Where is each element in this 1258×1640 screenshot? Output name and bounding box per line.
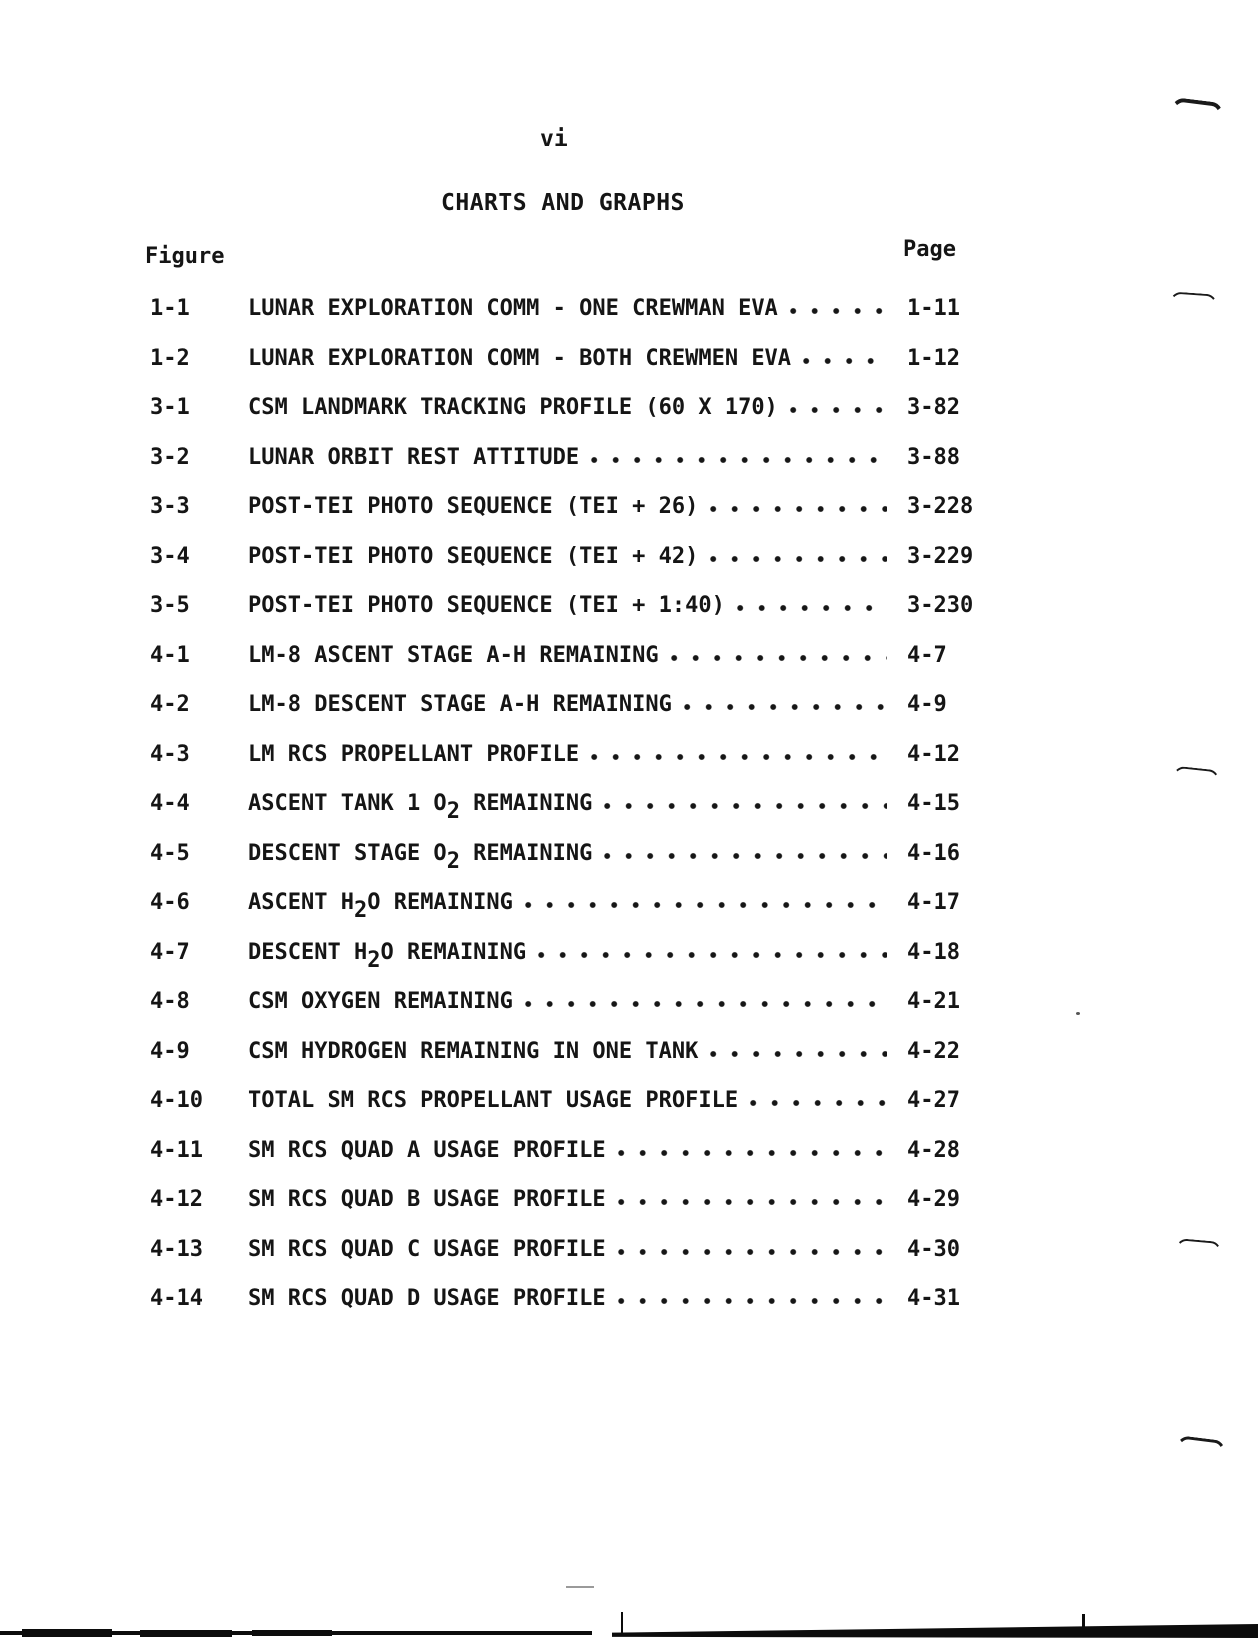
figure-title: CSM LANDMARK TRACKING PROFILE (60 X 170) [248,395,778,420]
page-number: 4-9 [907,692,947,717]
bottom-edge-scan-band [22,1629,112,1637]
toc-row [150,742,975,792]
dot-leader [710,544,887,570]
page-number: 1-12 [907,345,960,371]
figure-number: 4-4 [150,791,190,816]
toc-row [150,841,975,891]
toc-row [150,791,975,841]
dot-leader [604,841,887,867]
dot-leader [525,989,887,1015]
figure-number: 4-2 [150,692,190,717]
figure-title: CSM HYDROGEN REMAINING IN ONE TANK [248,1038,699,1064]
toc-row [150,692,975,742]
figure-number: 3-3 [150,494,190,519]
toc-row [150,494,975,544]
toc-row [150,643,975,693]
figure-title: LM RCS PROPELLANT PROFILE [248,741,580,767]
page-number: 4-17 [907,890,960,915]
figure-number: 4-13 [150,1236,203,1262]
dot-leader [803,346,887,372]
figure-number: 4-12 [150,1187,203,1212]
toc-row [150,1187,975,1237]
toc-row [150,346,975,396]
figure-title: LUNAR EXPLORATION COMM - BOTH CREWMEN EVA [248,345,792,371]
figure-number: 4-9 [150,1038,190,1064]
figure-number: 3-4 [150,543,190,569]
subscript: 2 [353,898,368,924]
figure-number: 1-1 [150,296,190,321]
page-number: 4-29 [907,1187,960,1212]
figure-number: 4-14 [150,1286,203,1311]
page-number: 4-31 [907,1286,960,1311]
dot-leader [671,643,887,669]
figure-list [150,296,975,1336]
page-number: 3-230 [907,593,974,618]
dot-leader [525,890,887,916]
toc-row [150,1039,975,1089]
figure-title: TOTAL SM RCS PROPELLANT USAGE PROFILE [248,1088,739,1113]
page-number: 4-21 [907,989,960,1014]
toc-row [150,593,975,643]
page-number: 3-88 [907,444,960,470]
dot-leader [737,593,887,619]
subscript: 2 [446,848,460,874]
dot-leader [750,1088,887,1114]
dot-leader [591,742,887,768]
bottom-edge-scan-band [140,1630,232,1637]
page-title: CHARTS AND GRAPHS [441,190,685,216]
dot-leader [618,1138,887,1164]
toc-row [150,989,975,1039]
toc-row [150,296,975,346]
figure-title: CSM OXYGEN REMAINING [248,989,513,1014]
figure-number: 3-5 [150,593,190,618]
page-curl-mark [1166,97,1226,142]
page-number: 4-27 [907,1088,960,1113]
dot-leader [790,296,887,322]
page-curl-mark [1167,291,1219,324]
figure-number: 3-1 [150,395,190,420]
page-number: 4-30 [907,1236,960,1262]
figure-title: DESCENT H2O REMAINING [248,939,527,973]
figure-number: 4-6 [150,890,190,915]
page-number: 4-22 [907,1038,960,1064]
toc-row [150,395,975,445]
dot-leader [710,494,887,520]
figure-title: POST-TEI PHOTO SEQUENCE (TEI + 26) [248,494,699,519]
page-column-header: Page [903,237,956,262]
figure-number: 4-3 [150,741,190,767]
figure-title: DESCENT STAGE O2 REMAINING [248,840,593,874]
figure-number: 4-7 [150,939,190,965]
toc-row [150,1237,975,1287]
figure-title: POST-TEI PHOTO SEQUENCE (TEI + 1:40) [248,593,725,618]
dot-leader [790,395,887,421]
dot-leader [591,445,887,471]
figure-title: SM RCS QUAD D USAGE PROFILE [248,1286,606,1311]
figure-number: 4-1 [150,642,190,668]
page-curl-mark [1172,1435,1228,1475]
figure-title: ASCENT TANK 1 O2 REMAINING [248,791,593,825]
figure-number: 3-2 [150,444,190,470]
toc-row [150,1138,975,1188]
toc-row [150,544,975,594]
figure-title: POST-TEI PHOTO SEQUENCE (TEI + 42) [248,543,699,569]
page-curl-mark [1173,1238,1223,1272]
figure-title: SM RCS QUAD A USAGE PROFILE [248,1137,606,1163]
page-number: 3-229 [907,543,974,569]
toc-row [150,940,975,990]
scan-tick-mark [1082,1614,1085,1634]
bottom-edge-scan-band [252,1630,332,1636]
dot-leader [604,791,887,817]
page-number: 4-15 [907,791,960,816]
page-number: 4-7 [907,642,947,668]
figure-title: LM-8 DESCENT STAGE A-H REMAINING [248,692,672,717]
figure-number: 1-2 [150,345,190,371]
scan-speck [566,1586,594,1588]
dot-leader [618,1237,887,1263]
figure-title: SM RCS QUAD C USAGE PROFILE [248,1236,606,1262]
dot-leader [538,940,887,966]
toc-row [150,890,975,940]
page-number: 4-12 [907,741,960,767]
page-number: 4-16 [907,840,960,866]
subscript: 2 [367,947,381,973]
toc-row [150,445,975,495]
figure-title: LM-8 ASCENT STAGE A-H REMAINING [248,642,659,668]
scan-speck [1076,1012,1080,1015]
dot-leader [710,1039,887,1065]
figure-column-header: Figure [145,244,225,269]
figure-title: LUNAR EXPLORATION COMM - ONE CREWMAN EVA [248,296,778,321]
figure-title: ASCENT H2O REMAINING [248,890,513,924]
dot-leader [618,1286,887,1312]
bottom-edge-scan-band [612,1624,1258,1638]
figure-number: 4-5 [150,840,190,866]
page-number: 4-18 [907,939,960,965]
page-number: 1-11 [907,296,960,321]
page-number: 4-28 [907,1137,960,1163]
toc-row [150,1286,975,1336]
figure-number: 4-8 [150,989,190,1014]
page-folio: vi [540,126,568,152]
figure-number: 4-10 [150,1088,203,1113]
dot-leader [684,692,887,718]
page-number: 3-228 [907,494,974,519]
figure-title: SM RCS QUAD B USAGE PROFILE [248,1187,606,1212]
toc-row [150,1088,975,1138]
subscript: 2 [446,799,460,825]
dot-leader [618,1187,887,1213]
page-number: 3-82 [907,395,960,420]
figure-title: LUNAR ORBIT REST ATTITUDE [248,444,580,470]
page-curl-mark [1170,766,1222,801]
figure-number: 4-11 [150,1137,203,1163]
scan-tick-mark [621,1612,623,1634]
